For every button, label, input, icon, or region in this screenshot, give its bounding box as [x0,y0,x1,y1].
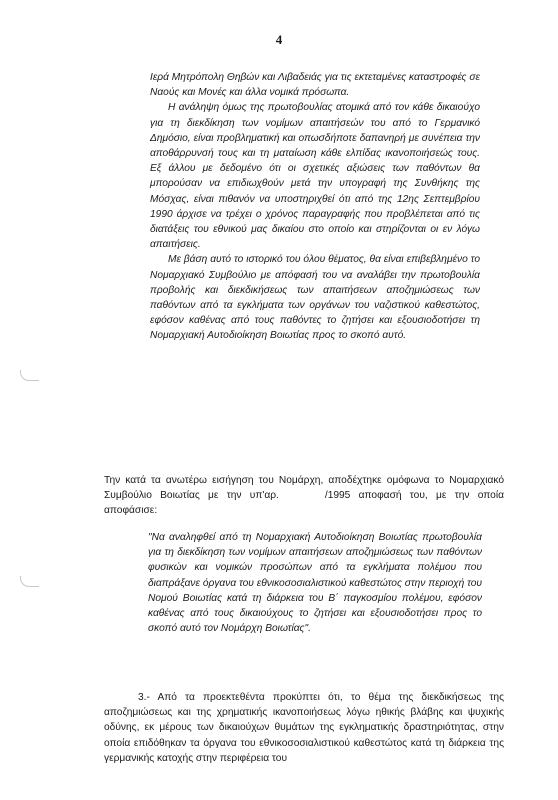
decision-text-before: Την κατά τα ανωτέρω εισήγηση του Νομάρχη, αποδέχτηκε ομόφωνα το Νομαρχιακό Συμβούλιο Βοιωτίας με την υπ'αρ. [104,475,504,502]
decision-text-after: /1995 αποφασή του, με την οποία αποφάσισε: [104,490,505,517]
intro-paragraph-3: Με βάση αυτό το ιστορικό του όλου θέματος, θα είναι επιβεβλημένο το Νομαρχιακό Συμβούλιο με απόφασή του να αναλάβει την πρωτοβουλία προβολής και διεκδικήσεως των απαιτήσεων αποζημιώσεως των παθόντων από τα εγκλήματα των οργάνων του ναζιστικού καθεστώτος, εφόσον καθένας από τους παθόντες το ζητήσει και εξουσιοδοτήσει τη Νομαρχιακή Αυτοδιοίκηση Βοιωτίας προς το σκοπό αυτό. [150,254,480,342]
margin-bracket-mark [20,370,39,381]
decision-quote [148,530,482,636]
section-3-text: 3.- Από τα προεκτεθέντα προκύπτει ότι, το θέμα της διεκδικήσεως της αποζημιώσεως και της χρηματικής ικανοποιήσεως λόγω ηθικής βλάβης και ψυχικής οδύνης, εκ μέρους των δικαιούχων θυμάτων της εγκληματικής δραστηριότητας, στην οποία επιδόθηκαν τα όργανα του εθνικοσοσιαλιστικού καθεστώτος κατά τη διάρκεια της γερμανικής κατοχής στην περιφέρεια του [104,692,504,764]
decision-quote-text: "Να αναληφθεί από τη Νομαρχιακή Αυτοδιοίκηση Βοιωτίας πρωτοβουλία για τη διεκδίκηση των νομίμων απαιτήσεων αποζημιώσεως των παθόντων φυσικών και νομικών προσώπων από τα εγκλήματα πολέμου που διαπράξανε όργανα του εθνικοσοσιαλιστικού καθεστώτος στην περιοχή του Νομού Βοιωτίας κατά τη διάρκεια του Β΄ παγκοσμίου πολέμου, εφόσον καθένας από τους δικαιούχους το ζητήσει και εξουσιοδοτήσει προς το σκοπό αυτό τον Νομάρχη Βοιωτίας". [148,532,483,635]
intro-paragraph-1: Ιερά Μητρόπολη Θηβών και Λιβαδειάς για τις εκτεταμένες καταστροφές σε Ναούς και Μονές και άλλα νομικά πρόσωπα. [150,72,480,99]
intro-block [150,70,480,344]
page-number: 4 [275,32,283,47]
margin-bracket-mark [20,576,39,587]
intro-paragraph-2: Η ανάληψη όμως της πρωτοβουλίας ατομικά από τον κάθε δικαιούχο για τη διεκδίκηση των νομίμων απαιτήσεών του από το Γερμανικό Δημόσιο, είναι προβληματική και οπωσδήποτε δαπανηρή με συνέπεια την αποθάρρυνσή τους και τη ματαίωση κάθε ελπίδας ικανοποιήσεώς τους. Εξ άλλου με δεδομένο ότι οι σχετικές αξιώσεις των παθόντων θα μπορούσαν να επιδιωχθούν μετά την υπογραφή της Συνθήκης της Μόσχας, είναι πιθανόν να υποστηριχθεί ότι από της 12ης Σεπτεμβρίου 1990 άρχισε να τρέχει ο χρόνος παραγραφής που προβλέπεται από τις διατάξεις του εθνικού μας δικαίου στο οποίο και στηρίζονται οι εν λόγω απαιτήσεις. [150,102,480,251]
section-3 [104,690,504,766]
decision-paragraph [104,473,504,519]
decision-intro [104,473,504,519]
